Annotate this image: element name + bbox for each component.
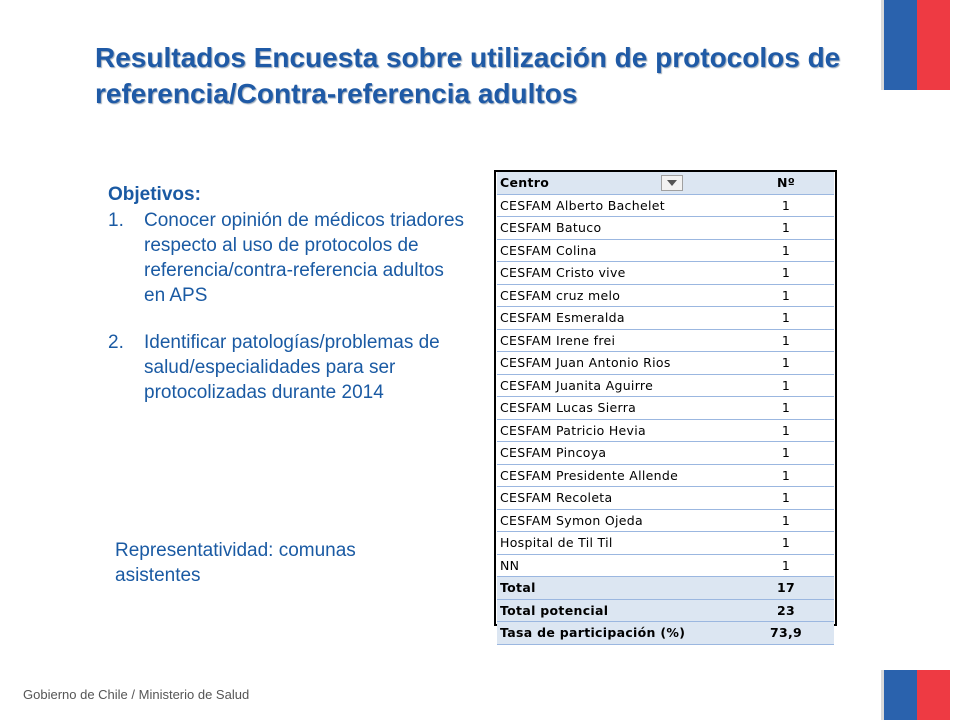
cell-centro: CESFAM Cristo vive — [497, 262, 738, 285]
table-row — [497, 374, 834, 397]
table-row — [497, 532, 834, 555]
cell-centro: Total potencial — [497, 599, 738, 622]
cell-count: 73,9 — [738, 622, 834, 645]
representatividad-text: Representatividad: comunas asistentes — [115, 540, 356, 586]
cell-centro: CESFAM Colina — [497, 239, 738, 262]
table-row — [497, 464, 834, 487]
centers-table — [497, 172, 834, 645]
filter-dropdown-icon[interactable] — [661, 175, 683, 191]
cell-centro: Hospital de Til Til — [497, 532, 738, 555]
flag-logo-top — [884, 0, 950, 90]
cell-centro: CESFAM Esmeralda — [497, 307, 738, 330]
cell-count: 1 — [738, 442, 834, 465]
header-count: Nº — [738, 172, 834, 194]
cell-count: 17 — [738, 577, 834, 600]
table-row — [497, 352, 834, 375]
objective-item — [108, 330, 468, 405]
cell-count: 1 — [738, 487, 834, 510]
centers-table-frame — [494, 170, 837, 641]
cell-centro: Total — [497, 577, 738, 600]
cell-count: 1 — [738, 194, 834, 217]
objective-number: 1. — [108, 210, 124, 231]
cell-centro: CESFAM Lucas Sierra — [497, 397, 738, 420]
slide-title: Resultados Encuesta sobre utilización de protocolos de referencia/Contra-referencia adultos — [95, 42, 841, 109]
table-row — [497, 397, 834, 420]
table-row — [497, 239, 834, 262]
cell-centro: CESFAM Batuco — [497, 217, 738, 240]
cell-count: 1 — [738, 509, 834, 532]
total-row — [497, 577, 834, 600]
cell-centro: CESFAM Recoleta — [497, 487, 738, 510]
cell-centro: CESFAM Alberto Bachelet — [497, 194, 738, 217]
cell-count: 1 — [738, 262, 834, 285]
objective-item — [108, 208, 468, 308]
cell-centro: Tasa de participación (%) — [497, 622, 738, 645]
cell-centro: CESFAM Juanita Aguirre — [497, 374, 738, 397]
cell-count: 1 — [738, 374, 834, 397]
table-row — [497, 487, 834, 510]
table-row — [497, 329, 834, 352]
cell-count: 1 — [738, 239, 834, 262]
table-row — [497, 442, 834, 465]
table-row — [497, 554, 834, 577]
cell-count: 1 — [738, 217, 834, 240]
objective-text: Identificar patologías/problemas de salud/especialidades para ser protocolizadas durante 2014 — [144, 332, 440, 403]
table-row — [497, 509, 834, 532]
cell-count: 23 — [738, 599, 834, 622]
footer-text: Gobierno de Chile / Ministerio de Salud — [23, 687, 250, 702]
cell-centro: CESFAM Juan Antonio Rios — [497, 352, 738, 375]
objectives-section — [108, 182, 468, 427]
cell-centro: CESFAM Presidente Allende — [497, 464, 738, 487]
total-row — [497, 622, 834, 645]
header-centro — [497, 172, 738, 194]
cell-count: 1 — [738, 329, 834, 352]
objectives-heading: Objetivos: — [108, 184, 201, 205]
cell-centro: NN — [497, 554, 738, 577]
cell-count: 1 — [738, 307, 834, 330]
table-row — [497, 419, 834, 442]
cell-count: 1 — [738, 464, 834, 487]
table-row — [497, 194, 834, 217]
table-row — [497, 307, 834, 330]
total-row — [497, 599, 834, 622]
cell-centro: CESFAM Irene frei — [497, 329, 738, 352]
cell-count: 1 — [738, 352, 834, 375]
objective-number: 2. — [108, 332, 124, 353]
cell-centro: CESFAM Patricio Hevia — [497, 419, 738, 442]
table-row — [497, 217, 834, 240]
table-header-row — [497, 172, 834, 194]
cell-count: 1 — [738, 532, 834, 555]
table-row — [497, 262, 834, 285]
cell-count: 1 — [738, 397, 834, 420]
cell-count: 1 — [738, 419, 834, 442]
cell-centro: CESFAM Symon Ojeda — [497, 509, 738, 532]
cell-count: 1 — [738, 554, 834, 577]
cell-centro: CESFAM cruz melo — [497, 284, 738, 307]
cell-centro: CESFAM Pincoya — [497, 442, 738, 465]
header-centro-label: Centro — [500, 174, 550, 190]
flag-logo-bottom — [884, 670, 950, 720]
objective-text: Conocer opinión de médicos triadores respecto al uso de protocolos de referencia/contra-referencia adultos en APS — [144, 210, 465, 306]
table-row — [497, 284, 834, 307]
cell-count: 1 — [738, 284, 834, 307]
